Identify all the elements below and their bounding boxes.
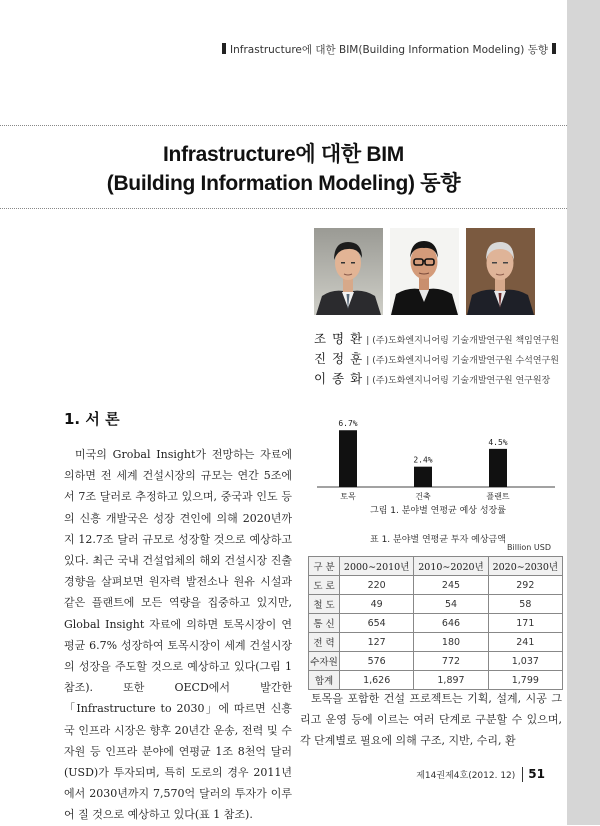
author-photo-3 [466, 228, 535, 315]
table-cell: 576 [340, 652, 414, 671]
table-header-cell: 2000∼2010년 [340, 557, 414, 576]
title-line-2: (Building Information Modeling) 동향 [106, 172, 461, 195]
growth-bar-chart [313, 410, 563, 502]
table-header-cell: 2020∼2030년 [488, 557, 562, 576]
table-row [309, 633, 563, 652]
chart-data-label: 4.5% [488, 437, 508, 447]
body-text-right [300, 688, 562, 752]
section-title: 1. 서 론 [64, 410, 120, 428]
chart-bar [339, 430, 357, 487]
table-cell: 220 [340, 576, 414, 595]
running-header [218, 42, 560, 57]
issue-info: 제14권제4호(2012. 12) [416, 771, 516, 781]
table-cell: 171 [488, 614, 562, 633]
table-cell: 58 [488, 595, 562, 614]
chart-tick-label: 플랜트 [486, 492, 510, 501]
author-photo-2 [390, 228, 459, 315]
chart-tick-label: 건축 [415, 492, 431, 501]
author-affiliation: (주)도화엔지니어링 기술개발연구원 책임연구원 [372, 336, 559, 346]
row-label: 수자원 [309, 652, 340, 671]
header-bar-right [552, 43, 556, 54]
table-cell: 1,897 [414, 671, 488, 690]
footer-separator [522, 767, 523, 782]
investment-table [308, 556, 563, 690]
author-name: 이 종 화 [314, 371, 364, 386]
header-bar-left [222, 43, 226, 54]
chart-data-label: 6.7% [338, 419, 358, 429]
author-name: 진 정 훈 [314, 351, 364, 366]
author-name: 조 명 환 [314, 331, 364, 346]
table-row [309, 576, 563, 595]
running-header-text: Infrastructure에 대한 BIM(Building Information Modeling) 동향 [230, 44, 548, 56]
author-row: 이 종 화 | (주)도화엔지니어링 기술개발연구원 연구원장 [314, 371, 551, 386]
row-label: 도 로 [309, 576, 340, 595]
table-cell: 646 [414, 614, 488, 633]
author-row: 진 정 훈 | (주)도화엔지니어링 기술개발연구원 수석연구원 [314, 351, 559, 366]
page-number: 51 [528, 767, 545, 781]
table-header-cell: 구 분 [309, 557, 340, 576]
table-cell: 127 [340, 633, 414, 652]
table-row [309, 652, 563, 671]
chart-data-label: 2.4% [413, 455, 433, 465]
author-affiliation: (주)도화엔지니어링 기술개발연구원 수석연구원 [372, 356, 559, 366]
table-cell: 654 [340, 614, 414, 633]
page-side-strip [567, 0, 600, 825]
table-cell: 1,626 [340, 671, 414, 690]
table-cell: 241 [488, 633, 562, 652]
table-cell: 49 [340, 595, 414, 614]
author-photo-1 [314, 228, 383, 315]
chart-tick-label: 토목 [340, 492, 356, 501]
author-affiliation: (주)도화엔지니어링 기술개발연구원 연구원장 [372, 376, 551, 386]
figure-caption: 그림 1. 분야별 연평균 예상 성장률 [370, 506, 506, 516]
table-row [309, 595, 563, 614]
table-cell: 1,037 [488, 652, 562, 671]
table-row [309, 614, 563, 633]
row-label: 전 력 [309, 633, 340, 652]
paragraph: 토목을 포함한 건설 프로젝트는 기획, 설계, 시공 그리고 운영 등에 이르는 여러 단계로 구분할 수 있으며, 각 단계별로 필요에 의해 구조, 지반, 수리, 환 [300, 692, 562, 748]
table-cell: 292 [488, 576, 562, 595]
author-row: 조 명 환 | (주)도화엔지니어링 기술개발연구원 책임연구원 [314, 331, 559, 346]
row-label: 통 신 [309, 614, 340, 633]
table-cell: 772 [414, 652, 488, 671]
table-row [309, 671, 563, 690]
row-label: 합계 [309, 671, 340, 690]
paragraph: 미국의 Grobal Insight가 전망하는 자료에 의하면 전 세계 건설시장의 규모는 연간 5조에서 7조 달러로 추정하고 있으며, 중국과 인도 등의 신흥 개발국은 성장 견인에 의해 2020년까지 12.7조 달러 규모로 성장할 것으로 예상하고 있다. 최근 국내 건설업체의 해외 건설시장 진출 경향을 살펴보면 원자력 발전소나 원유 시설과 같은 플랜트에 모든 역량을 집중하고 있지만, Global Insight 자료에 의하면 토목시장이 연평균 6.7% 성장하여 토목시장이 세계 건설시장의 성장을 주도할 것으로 예상하고 있다(그림 1 참조). 또한 OECD에서 발간한 「Infrastructure to 2030」에 따르면 신흥국 인프라 시장은 향후 20년간 운송, 전력 및 수자원 등 인프라 분야에 연평균 1조 8천억 달러(USD)가 투자되며, 특히 도로의 경우 2011년에서 2030년까지 7,570억 달러의 투자가 이루어 질 것으로 예상하고 있다(표 1 참조). [64, 448, 292, 822]
table-cell: 245 [414, 576, 488, 595]
table-caption: 표 1. 분야별 연평균 투자 예상금액 [370, 535, 506, 545]
table-unit: Billion USD [507, 543, 551, 552]
table-header-cell: 2010∼2020년 [414, 557, 488, 576]
chart-bar [414, 467, 432, 487]
page-footer [416, 767, 545, 782]
table-cell: 180 [414, 633, 488, 652]
row-label: 철 도 [309, 595, 340, 614]
table-cell: 54 [414, 595, 488, 614]
author-list [314, 330, 559, 390]
title-line-1: Infrastructure에 대한 BIM [163, 143, 404, 166]
table-cell: 1,799 [488, 671, 562, 690]
chart-bar [489, 449, 507, 487]
table-header-row [309, 557, 563, 576]
chart-svg [313, 410, 563, 502]
body-text-left [64, 444, 292, 826]
